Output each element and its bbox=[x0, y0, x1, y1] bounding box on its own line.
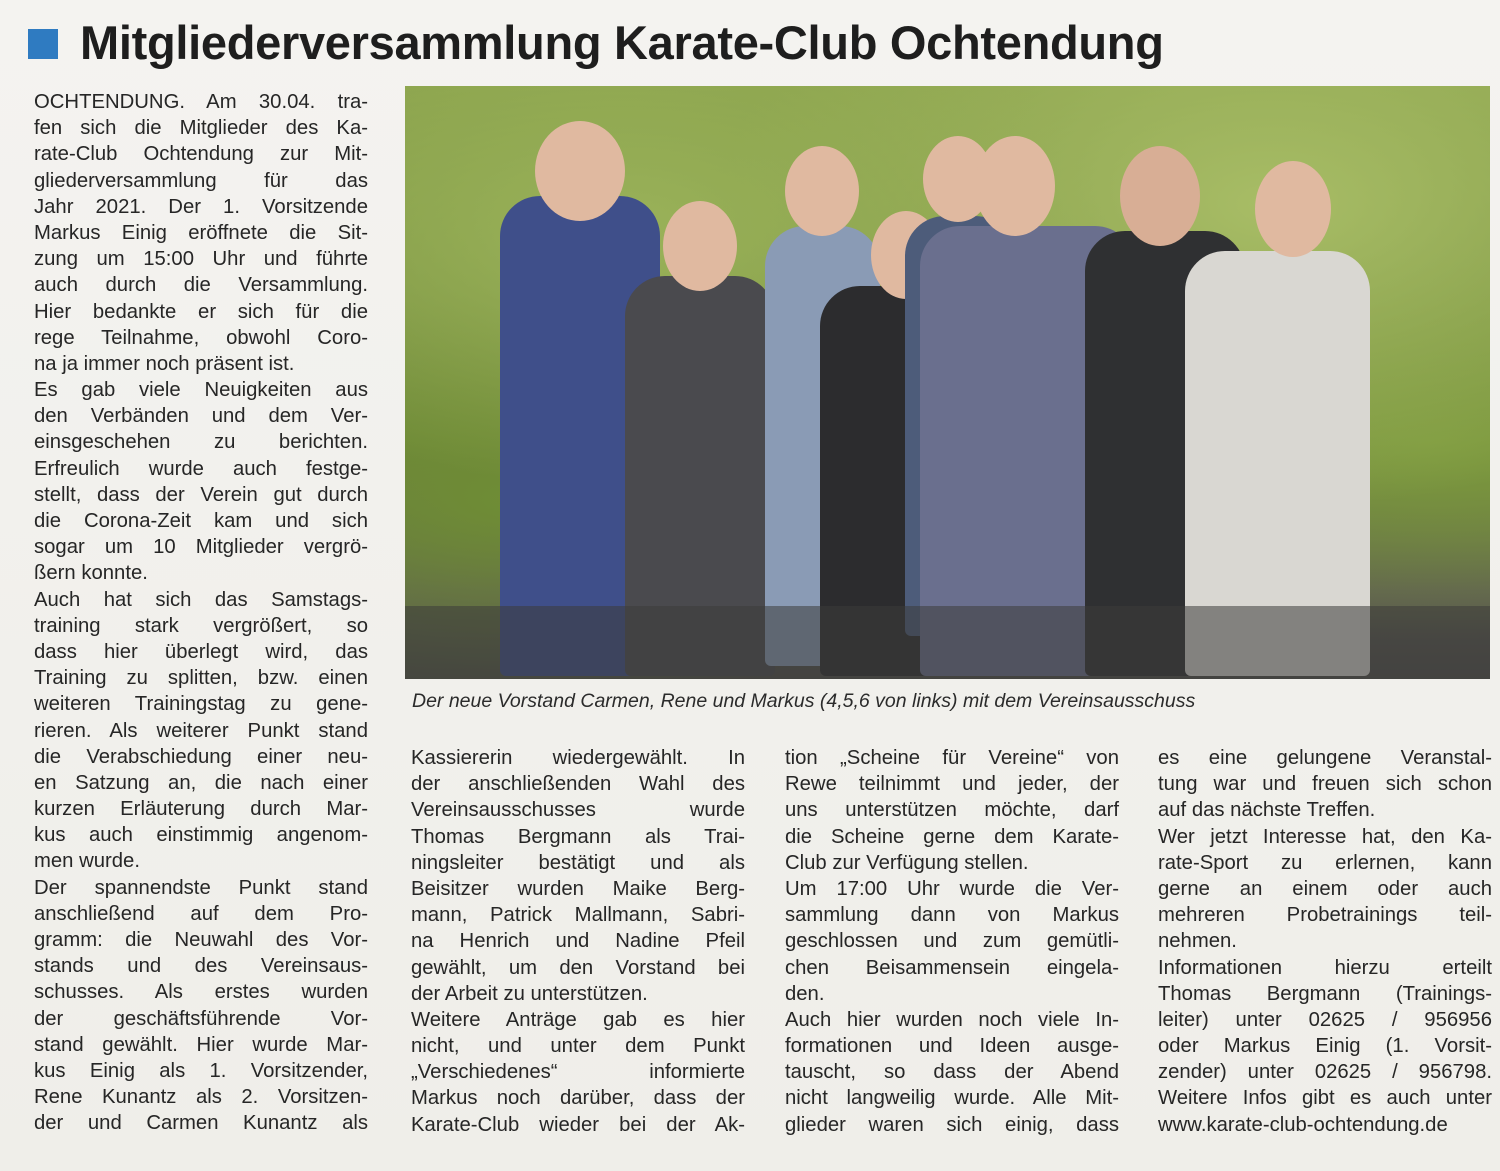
text-line: rate-Club Ochtendung zur Mit- bbox=[34, 143, 368, 166]
text-line: www.karate-club-ochtendung.de bbox=[1158, 1113, 1448, 1136]
text-line: mann, Patrick Mallmann, Sabri- bbox=[411, 904, 745, 927]
text-line: der Arbeit zu unterstützen. bbox=[411, 982, 648, 1005]
text-line: sammlung dann von Markus bbox=[785, 904, 1119, 927]
text-line: OCHTENDUNG. Am 30.04. tra- bbox=[34, 91, 368, 113]
text-line: gramm: die Neuwahl des Vor- bbox=[34, 929, 368, 951]
text-line: Auch hat sich das Samstags- bbox=[34, 588, 368, 611]
text-line: Kassiererin wiedergewählt. In bbox=[411, 747, 745, 769]
text-line: Weitere Anträge gab es hier bbox=[411, 1008, 745, 1031]
text-line: der anschließenden Wahl des bbox=[411, 773, 745, 796]
text-line: tung war und freuen sich schon bbox=[1158, 773, 1492, 796]
text-line: anschließend auf dem Pro- bbox=[34, 902, 368, 925]
text-line: tion „Scheine für Vereine“ von bbox=[785, 747, 1119, 769]
group-photo bbox=[405, 86, 1490, 679]
text-line: es eine gelungene Veranstal- bbox=[1158, 747, 1492, 769]
text-line: Auch hier wurden noch viele In- bbox=[785, 1008, 1119, 1031]
text-line: schusses. Als erstes wurden bbox=[34, 981, 368, 1004]
text-line: Um 17:00 Uhr wurde die Ver- bbox=[785, 877, 1119, 900]
text-line: Training zu splitten, bzw. einen bbox=[34, 667, 368, 690]
text-line: na Henrich und Nadine Pfeil bbox=[411, 930, 745, 953]
text-line: „Verschiedenes“ informierte bbox=[411, 1061, 745, 1084]
text-line: Karate-Club wieder bei der Ak- bbox=[411, 1113, 745, 1136]
text-line: nehmen. bbox=[1158, 930, 1237, 953]
person-head bbox=[975, 136, 1055, 236]
text-line: Vereinsausschusses wurde bbox=[411, 799, 745, 822]
headline-row bbox=[28, 14, 1164, 70]
text-line: kus Einig als 1. Vorsitzender, bbox=[34, 1059, 368, 1082]
article-headline: Mitgliederversammlung Karate-Club Ochtendung bbox=[80, 15, 1164, 69]
text-line: Weitere Infos gibt es auch unter bbox=[1158, 1087, 1492, 1110]
text-line: die Verabschiedung einer neu- bbox=[34, 745, 368, 768]
text-line: training stark vergrößert, so bbox=[34, 614, 368, 637]
text-line: einsgeschehen zu berichten. bbox=[34, 431, 368, 454]
text-line: glieder waren sich einig, dass bbox=[785, 1113, 1119, 1136]
text-line: ßern konnte. bbox=[34, 562, 148, 585]
text-line: Erfreulich wurde auch festge- bbox=[34, 457, 368, 480]
text-line: die Corona-Zeit kam und sich bbox=[34, 510, 368, 532]
text-line: der und Carmen Kunantz als bbox=[34, 1112, 368, 1135]
text-line: Markus Einig eröffnete die Sit- bbox=[34, 221, 368, 244]
text-line: auf das nächste Treffen. bbox=[1158, 799, 1376, 822]
text-line: auch durch die Versammlung. bbox=[34, 274, 368, 297]
text-line: rege Teilnahme, obwohl Coro- bbox=[34, 326, 368, 349]
text-line: kus auch einstimmig angenom- bbox=[34, 824, 368, 847]
text-line: der geschäftsführende Vor- bbox=[34, 1007, 368, 1030]
text-line: Informationen hierzu erteilt bbox=[1158, 956, 1492, 979]
text-line: gliederversammlung für das bbox=[34, 169, 368, 192]
text-line: rate-Sport zu erlernen, kann bbox=[1158, 851, 1492, 874]
text-line: Club zur Verfügung stellen. bbox=[785, 851, 1029, 874]
text-line: kurzen Erläuterung durch Mar- bbox=[34, 798, 368, 821]
text-line: Markus noch darüber, dass der bbox=[411, 1087, 745, 1110]
person-head bbox=[535, 121, 625, 221]
article-column-3 bbox=[785, 745, 1119, 1138]
text-line: Hier bedankte er sich für die bbox=[34, 300, 368, 323]
text-line: leiter) unter 02625 / 956956 bbox=[1158, 1008, 1492, 1031]
person-head bbox=[1255, 161, 1331, 257]
article-column-1 bbox=[34, 89, 368, 1137]
text-line: dass hier überlegt wird, das bbox=[34, 640, 368, 663]
text-line: gewählt, um den Vorstand bei bbox=[411, 956, 745, 979]
article-column-2 bbox=[411, 745, 745, 1138]
text-line: fen sich die Mitglieder des Ka- bbox=[34, 117, 368, 140]
text-line: uns unterstützen möchte, darf bbox=[785, 799, 1119, 822]
text-line: nicht, und unter dem Punkt bbox=[411, 1035, 745, 1058]
article-column-4 bbox=[1158, 745, 1492, 1138]
text-line: nicht langweilig wurde. Alle Mit- bbox=[785, 1087, 1119, 1110]
text-line: stand gewählt. Hier wurde Mar- bbox=[34, 1033, 368, 1056]
text-line: Wer jetzt Interesse hat, den Ka- bbox=[1158, 825, 1492, 848]
photo-caption: Der neue Vorstand Carmen, Rene und Markus (4,5,6 von links) mit dem Vereinsausschuss bbox=[412, 690, 1196, 712]
ground bbox=[405, 606, 1490, 679]
text-line: Thomas Bergmann (Trainings- bbox=[1158, 982, 1492, 1005]
person-head bbox=[1120, 146, 1200, 246]
headline-marker-square bbox=[28, 29, 58, 59]
text-line: stands und des Vereinsaus- bbox=[34, 955, 368, 978]
text-line: die Scheine gerne dem Karate- bbox=[785, 825, 1119, 848]
text-line: en Satzung an, die nach einer bbox=[34, 771, 368, 794]
text-line: oder Markus Einig (1. Vorsit- bbox=[1158, 1035, 1492, 1058]
text-line: den. bbox=[785, 982, 825, 1005]
text-line: rieren. Als weiterer Punkt stand bbox=[34, 719, 368, 742]
text-line: Es gab viele Neuigkeiten aus bbox=[34, 379, 368, 402]
text-line: sogar um 10 Mitglieder vergrö- bbox=[34, 536, 368, 559]
text-line: mehreren Probetrainings teil- bbox=[1158, 904, 1492, 927]
text-line: men wurde. bbox=[34, 850, 140, 873]
text-line: Beisitzer wurden Maike Berg- bbox=[411, 877, 745, 900]
text-line: na ja immer noch präsent ist. bbox=[34, 352, 295, 375]
text-line: zung um 15:00 Uhr und führte bbox=[34, 248, 368, 271]
text-line: chen Beisammensein eingela- bbox=[785, 956, 1119, 979]
text-line: Rewe teilnimmt und jeder, der bbox=[785, 773, 1119, 796]
person-head bbox=[785, 146, 859, 236]
text-line: Der spannendste Punkt stand bbox=[34, 876, 368, 899]
person-head bbox=[663, 201, 737, 291]
text-line: ningsleiter bestätigt und als bbox=[411, 851, 745, 874]
text-line: zender) unter 02625 / 956798. bbox=[1158, 1061, 1492, 1084]
text-line: Thomas Bergmann als Trai- bbox=[411, 825, 745, 848]
text-line: tauscht, so dass der Abend bbox=[785, 1061, 1119, 1084]
text-line: formationen und Ideen ausge- bbox=[785, 1035, 1119, 1058]
text-line: den Verbänden und dem Ver- bbox=[34, 405, 368, 428]
text-line: geschlossen und zum gemütli- bbox=[785, 930, 1119, 953]
text-line: gerne an einem oder auch bbox=[1158, 877, 1492, 900]
text-line: stellt, dass der Verein gut durch bbox=[34, 483, 368, 506]
text-line: Jahr 2021. Der 1. Vorsitzende bbox=[34, 195, 368, 218]
text-line: Rene Kunantz als 2. Vorsitzen- bbox=[34, 1086, 368, 1109]
text-line: weiteren Trainingstag zu gene- bbox=[34, 693, 368, 716]
